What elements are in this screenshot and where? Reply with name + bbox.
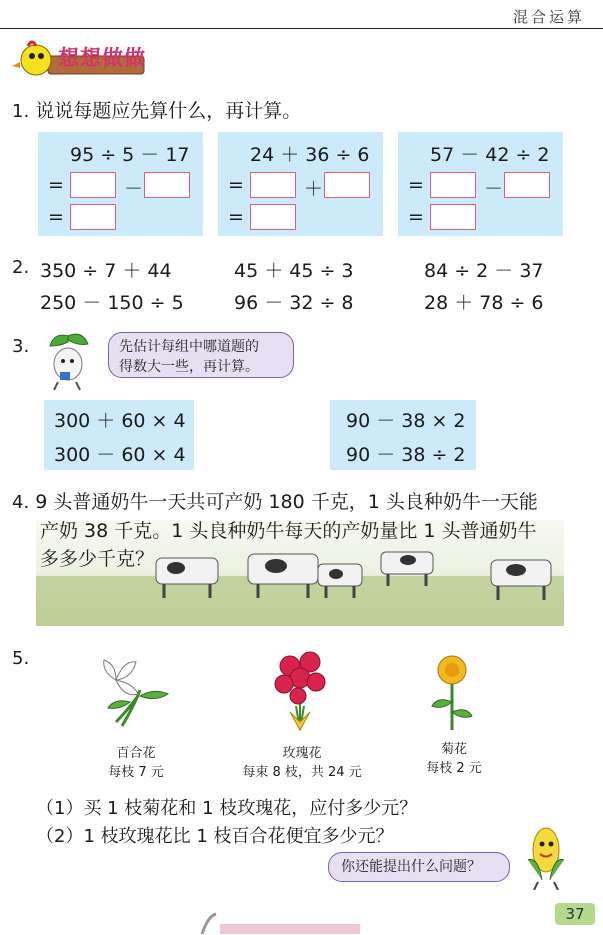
chrysanthemum-icon <box>428 654 474 732</box>
operator: － <box>484 178 504 200</box>
answer-slot[interactable] <box>70 204 116 230</box>
operator: ＋ <box>304 178 324 200</box>
flower-price: 每枝 2 元 <box>426 761 482 776</box>
q2-expr: 96 － 32 ÷ 8 <box>234 292 354 314</box>
answer-slot[interactable] <box>504 172 550 198</box>
header-rule <box>0 28 603 29</box>
q3-expr: 300 － 60 × 4 <box>54 444 186 466</box>
q2-expr: 45 ＋ 45 ÷ 3 <box>234 260 354 282</box>
q1-expr-3: 57 － 42 ÷ 2 <box>430 144 550 166</box>
q1-box-2 <box>218 132 383 236</box>
flower-name: 菊花 <box>440 742 467 757</box>
q3-group-1 <box>44 400 194 470</box>
equals-sign: = <box>228 206 244 228</box>
q5-sub-question-1: （1）买 1 枝菊花和 1 枝玫瑰花，应付多少元？ <box>36 798 418 819</box>
q5-number: 5. <box>12 648 30 669</box>
flower-price: 每枝 7 元 <box>108 765 164 780</box>
bubble-line: 先估计每组中哪道题的 <box>119 339 259 355</box>
flower-label-lily <box>56 744 216 782</box>
flower-name: 百合花 <box>116 746 156 761</box>
q1-expr-1: 95 ÷ 5 － 17 <box>70 144 190 166</box>
q2-expr: 84 ÷ 2 － 37 <box>424 260 544 282</box>
q2-expr: 28 ＋ 78 ÷ 6 <box>424 292 544 314</box>
q4-text <box>12 488 592 573</box>
flower-price: 每束 8 枝，共 24 元 <box>242 765 362 780</box>
q1-expr-2: 24 ＋ 36 ÷ 6 <box>250 144 370 166</box>
flower-label-chrysanthemum <box>374 740 534 778</box>
answer-slot[interactable] <box>70 172 116 198</box>
q3-expr: 300 ＋ 60 × 4 <box>54 410 186 432</box>
q4-line: 多多少千克？ <box>40 548 155 570</box>
radish-mascot-icon <box>38 330 98 392</box>
answer-slot[interactable] <box>430 204 476 230</box>
answer-slot[interactable] <box>250 204 296 230</box>
rose-icon <box>270 648 336 740</box>
equals-sign: = <box>408 174 424 196</box>
q1-number: 1. <box>12 101 30 122</box>
q4-number: 4. <box>12 492 30 513</box>
equals-sign: = <box>228 174 244 196</box>
q3-hint-bubble <box>108 332 294 378</box>
chapter-header: 混合运算 <box>512 8 585 26</box>
equals-sign: = <box>408 206 424 228</box>
q1-box-1 <box>38 132 203 236</box>
answer-slot[interactable] <box>144 172 190 198</box>
page-number: 37 <box>555 903 595 925</box>
section-title: 想想做做 <box>58 46 146 70</box>
q3-number: 3. <box>12 336 30 357</box>
q1-line <box>12 96 301 123</box>
q3-group-2 <box>330 400 476 470</box>
q5-hint-bubble: 你还能提出什么问题？ <box>328 852 510 882</box>
q4-line: 9 头普通奶牛一天共可产奶 180 千克，1 头良种奶牛一天能 <box>35 491 538 513</box>
flower-name: 玫瑰花 <box>282 746 322 761</box>
q3-expr: 90 － 38 ÷ 2 <box>346 444 466 466</box>
footer-decoration <box>196 910 366 935</box>
flower-label-rose <box>222 744 382 782</box>
answer-slot[interactable] <box>430 172 476 198</box>
equals-sign: = <box>48 174 64 196</box>
answer-slot[interactable] <box>250 172 296 198</box>
equals-sign: = <box>48 206 64 228</box>
corn-mascot-icon <box>520 820 570 890</box>
answer-slot[interactable] <box>324 172 370 198</box>
q2-expr: 350 ÷ 7 ＋ 44 <box>40 260 172 282</box>
q5-sub-question-2: （2）1 枝玫瑰花比 1 枝百合花便宜多少元？ <box>36 826 394 847</box>
q3-expr: 90 － 38 × 2 <box>346 410 466 432</box>
q2-number: 2. <box>12 257 30 278</box>
q1-text: 说说每题应先算什么，再计算。 <box>35 100 302 122</box>
q1-box-3 <box>398 132 563 236</box>
operator: － <box>124 178 144 200</box>
bubble-line: 得数大一些，再计算。 <box>119 359 259 375</box>
q2-expr: 250 － 150 ÷ 5 <box>40 292 184 314</box>
lily-icon <box>96 656 172 730</box>
q4-line: 产奶 38 千克。1 头良种奶牛每天的产奶量比 1 头普通奶牛 <box>40 520 537 542</box>
